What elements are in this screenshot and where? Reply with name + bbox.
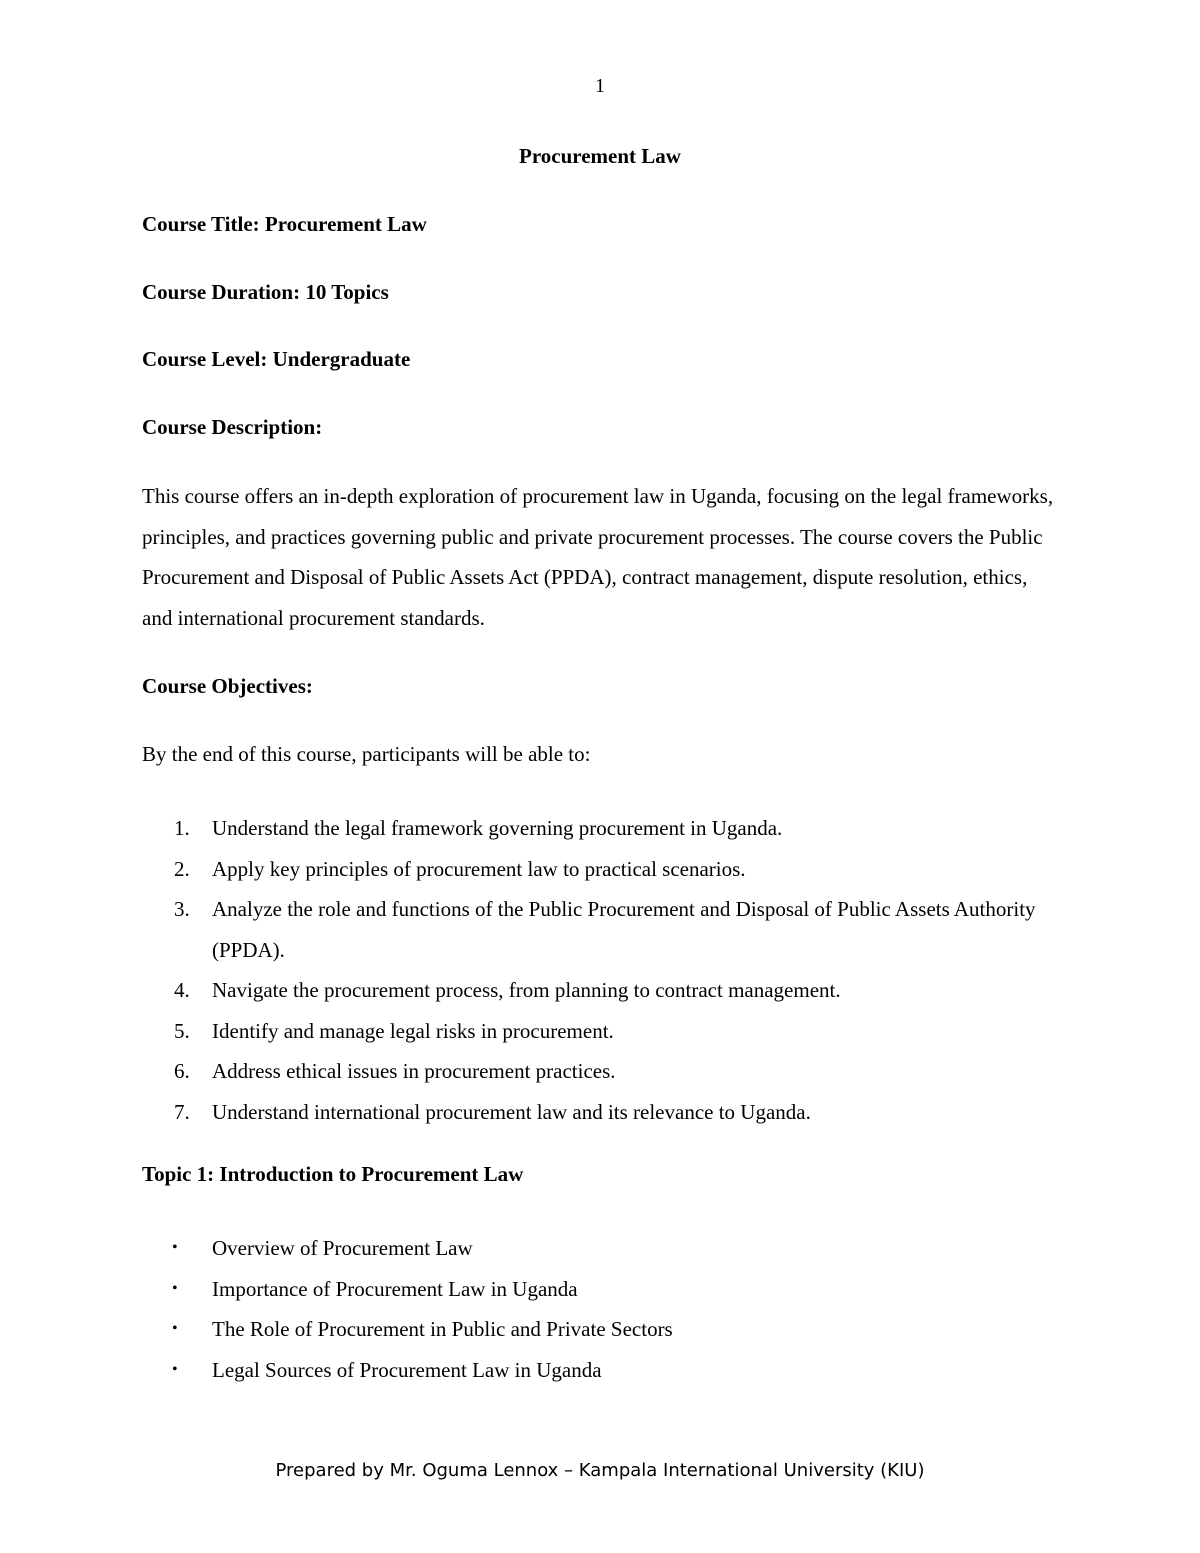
objective-item [142,1092,1062,1133]
bullet-icon: • [172,1279,178,1297]
objective-number: 4. [174,978,190,1002]
document-title: Procurement Law [519,144,681,168]
topic-1-item-text: Legal Sources of Procurement Law in Uganda [212,1357,602,1382]
page-footer: Prepared by Mr. Oguma Lennox – Kampala International University (KIU) [275,1460,925,1481]
bullet-icon: • [172,1239,178,1256]
topic-1-item [142,1309,1062,1350]
objective-item [142,970,1062,1011]
objective-number: 2. [174,856,190,881]
objective-number: 1. [174,816,190,840]
course-level-line: Course Level: Undergraduate [142,347,411,371]
objective-number: 7. [174,1099,190,1124]
objectives-list [142,808,1062,1132]
topic-1-heading: Topic 1: Introduction to Procurement Law [142,1162,524,1186]
course-objectives-heading: Course Objectives: [142,674,313,698]
bullet-icon: • [172,1360,178,1378]
course-title-line: Course Title: Procurement Law [142,212,427,236]
bullet-icon: • [172,1320,178,1337]
objective-text: Understand international procurement law and its relevance to Uganda. [212,1099,811,1124]
topic-1-item-text: The Role of Procurement in Public and Private Sectors [212,1317,673,1341]
topic-1-item-text: Overview of Procurement Law [212,1236,473,1260]
course-description-paragraph: This course offers an in-depth exploration of procurement law in Uganda, focusing on the legal frameworks, principles, and practices governing public and private procurement processes. The course covers the Public Procurement and Disposal of Public Assets Act (PPDA), contract management, dispute resolution, ethics, and international procurement standards. [142,484,1054,631]
objective-text: Identify and manage legal risks in procurement. [212,1018,614,1043]
page-number: 1 [595,75,605,97]
objective-item [142,808,1062,849]
objective-item [142,889,1062,970]
topic-1-item [142,1228,1062,1269]
topic-1-item [142,1269,1062,1310]
objective-number: 5. [174,1018,190,1043]
objective-text: Navigate the procurement process, from planning to contract management. [212,978,841,1002]
objective-text: Apply key principles of procurement law to practical scenarios. [212,856,746,881]
topic-1-list [142,1228,1062,1390]
objective-item [142,1011,1062,1052]
objective-text: Address ethical issues in procurement practices. [212,1059,616,1083]
objective-number: 3. [174,897,190,921]
objective-item [142,849,1062,890]
topic-1-item [142,1350,1062,1391]
objectives-intro: By the end of this course, participants will be able to: [142,742,591,766]
topic-1-item-text: Importance of Procurement Law in Uganda [212,1276,578,1301]
course-duration-line: Course Duration: 10 Topics [142,280,389,304]
course-description-heading: Course Description: [142,415,323,439]
objective-text: Understand the legal framework governing procurement in Uganda. [212,816,783,840]
objective-number: 6. [174,1059,190,1083]
objective-item [142,1051,1062,1092]
objective-text: Analyze the role and functions of the Public Procurement and Disposal of Public Assets Authority (PPDA). [212,897,1036,962]
